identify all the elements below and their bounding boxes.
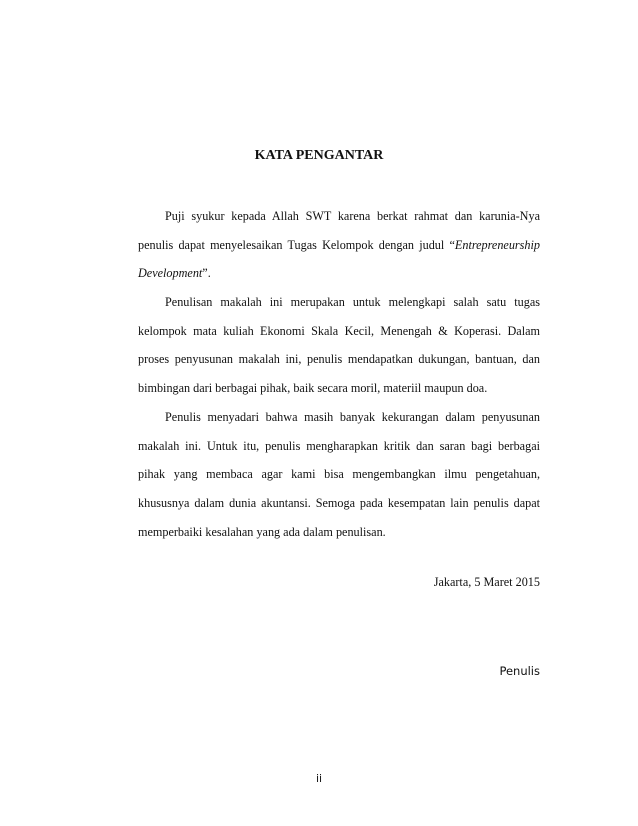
page-title: KATA PENGANTAR [254, 148, 384, 163]
place-date: Jakarta, 5 Maret 2015 [433, 575, 540, 589]
paragraph-1 [138, 202, 540, 288]
paragraph-3: Penulis menyadari bahwa masih banyak kekurangan dalam penyusunan makalah ini. Untuk itu, penulis mengharapkan kritik dan saran bagi berbagai pihak yang membaca agar kami bisa mengembangkan ilmu pengetahuan, khususnya dalam dunia akuntansi. Semoga pada kesempatan lain penulis dapat memperbaiki kesalahan yang ada dalam penulisan. [138, 410, 540, 539]
page-number: ii [315, 772, 323, 785]
paragraph-1-end: ”. [202, 266, 211, 281]
paragraph-1-quoted-title: Entrepreneurship Development [138, 237, 540, 281]
author-signoff: Penulis [499, 664, 540, 678]
paragraph-2: Penulisan makalah ini merupakan untuk melengkapi salah satu tugas kelompok mata kuliah Ekonomi Skala Kecil, Menengah & Koperasi. Dalam proses penyusunan makalah ini, penulis mendapatkan dukungan, bantuan, dan bimbingan dari berbagai pihak, baik secara moril, materiil maupun doa. [138, 295, 540, 396]
paragraph-1-text: Puji syukur kepada Allah SWT karena berkat rahmat dan karunia-Nya penulis dapat menyelesaikan Tugas Kelompok dengan judul “ [138, 209, 540, 252]
